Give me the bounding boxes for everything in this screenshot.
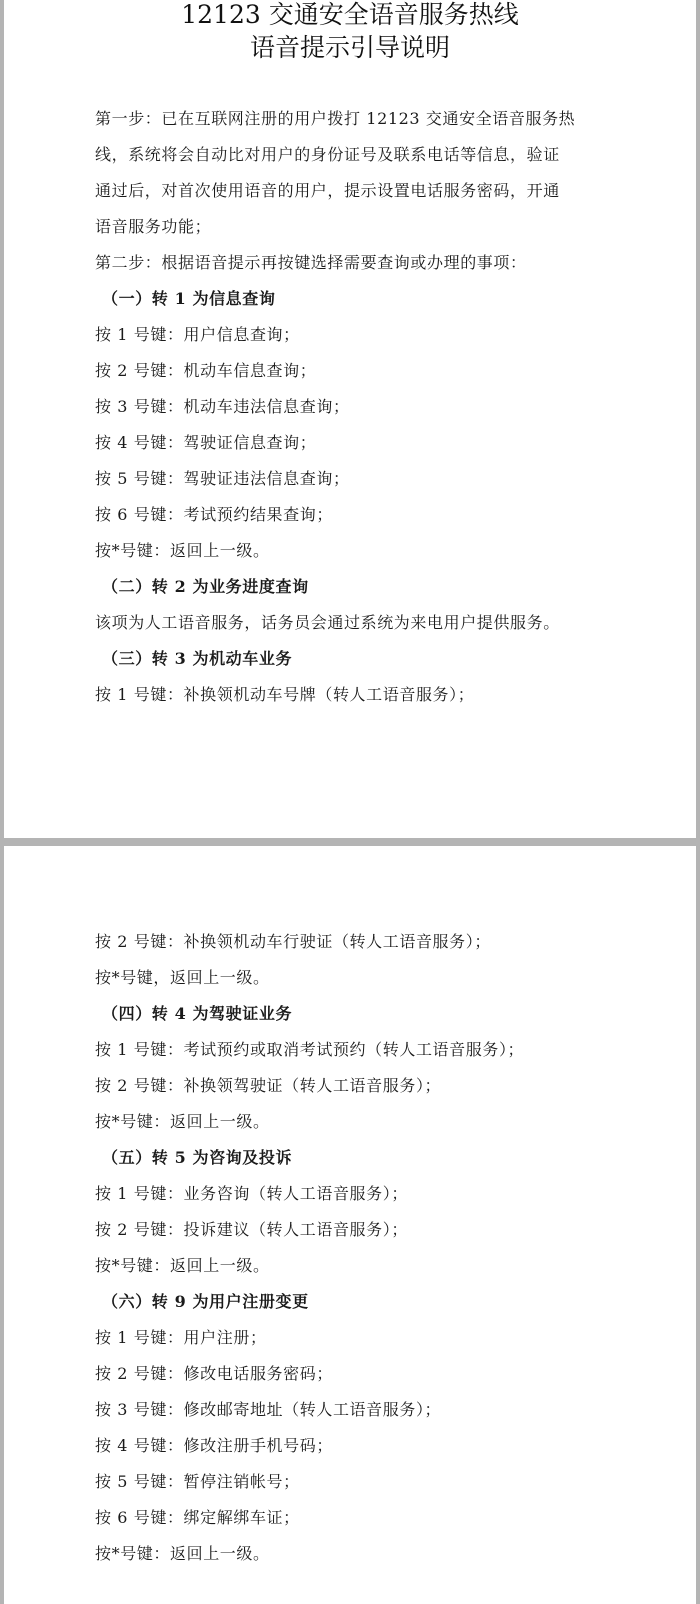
section-heading-2: （二）转 2 为业务进度查询 [102, 577, 309, 596]
step-two-line: 第二步：根据语音提示再按键选择需要查询或办理的事项： [95, 253, 527, 272]
menu-item-line: 按 2 号键：机动车信息查询； [95, 361, 317, 380]
menu-item-line: 按*号键：返回上一级。 [95, 1256, 270, 1275]
menu-item-line: 按 3 号键：修改邮寄地址（转人工语音服务）； [95, 1400, 442, 1419]
menu-item-line: 按 4 号键：修改注册手机号码； [95, 1436, 333, 1455]
section-heading-3: （三）转 3 为机动车业务 [102, 649, 293, 668]
section-description-line: 该项为人工语音服务，话务员会通过系统为来电用户提供服务。 [95, 613, 560, 632]
section-heading-5: （五）转 5 为咨询及投诉 [102, 1148, 293, 1167]
menu-item-line: 按 6 号键：考试预约结果查询； [95, 505, 333, 524]
menu-item-line: 按 1 号键：用户注册； [95, 1328, 267, 1347]
section-heading-6: （六）转 9 为用户注册变更 [102, 1292, 309, 1311]
menu-item-line: 按 1 号键：补换领机动车号牌（转人工语音服务）； [95, 685, 475, 704]
menu-item-line: 按*号键：返回上一级。 [95, 1112, 270, 1131]
menu-item-line: 按*号键：返回上一级。 [95, 541, 270, 560]
menu-item-line: 按 1 号键：考试预约或取消考试预约（转人工语音服务）； [95, 1040, 525, 1059]
step-one-line-3: 通过后，对首次使用语音的用户，提示设置电话服务密码，开通 [95, 181, 560, 200]
menu-item-line: 按 2 号键：补换领驾驶证（转人工语音服务）； [95, 1076, 442, 1095]
menu-item-line: 按 2 号键：修改电话服务密码； [95, 1364, 333, 1383]
document-page-2 [4, 846, 696, 1604]
step-one-line-1: 第一步：已在互联网注册的用户拨打 12123 交通安全语音服务热 [95, 109, 576, 128]
menu-item-line: 按 4 号键：驾驶证信息查询； [95, 433, 317, 452]
section-heading-4: （四）转 4 为驾驶证业务 [102, 1004, 293, 1023]
menu-item-line: 按*号键：返回上一级。 [95, 1544, 270, 1563]
section-heading-1: （一）转 1 为信息查询 [102, 289, 276, 308]
menu-item-line: 按 1 号键：用户信息查询； [95, 325, 300, 344]
menu-item-line: 按 5 号键：暂停注销帐号； [95, 1472, 300, 1491]
menu-item-line: 按 6 号键：绑定解绑车证； [95, 1508, 300, 1527]
document-title-line-2: 语音提示引导说明 [249, 33, 450, 62]
step-one-line-2: 线，系统将会自动比对用户的身份证号及联系电话等信息，验证 [95, 145, 560, 164]
step-one-line-4: 语音服务功能； [95, 217, 212, 236]
menu-item-line: 按 2 号键：投诉建议（转人工语音服务）； [95, 1220, 408, 1239]
menu-item-line: 按 3 号键：机动车违法信息查询； [95, 397, 350, 416]
menu-item-line: 按 2 号键：补换领机动车行驶证（转人工语音服务）； [95, 932, 491, 951]
document-page-1 [4, 0, 696, 838]
menu-item-line: 按 5 号键：驾驶证违法信息查询； [95, 469, 350, 488]
document-title-line-1: 12123 交通安全语音服务热线 [181, 0, 519, 29]
menu-item-line: 按*号键，返回上一级。 [95, 968, 270, 987]
menu-item-line: 按 1 号键：业务咨询（转人工语音服务）； [95, 1184, 408, 1203]
